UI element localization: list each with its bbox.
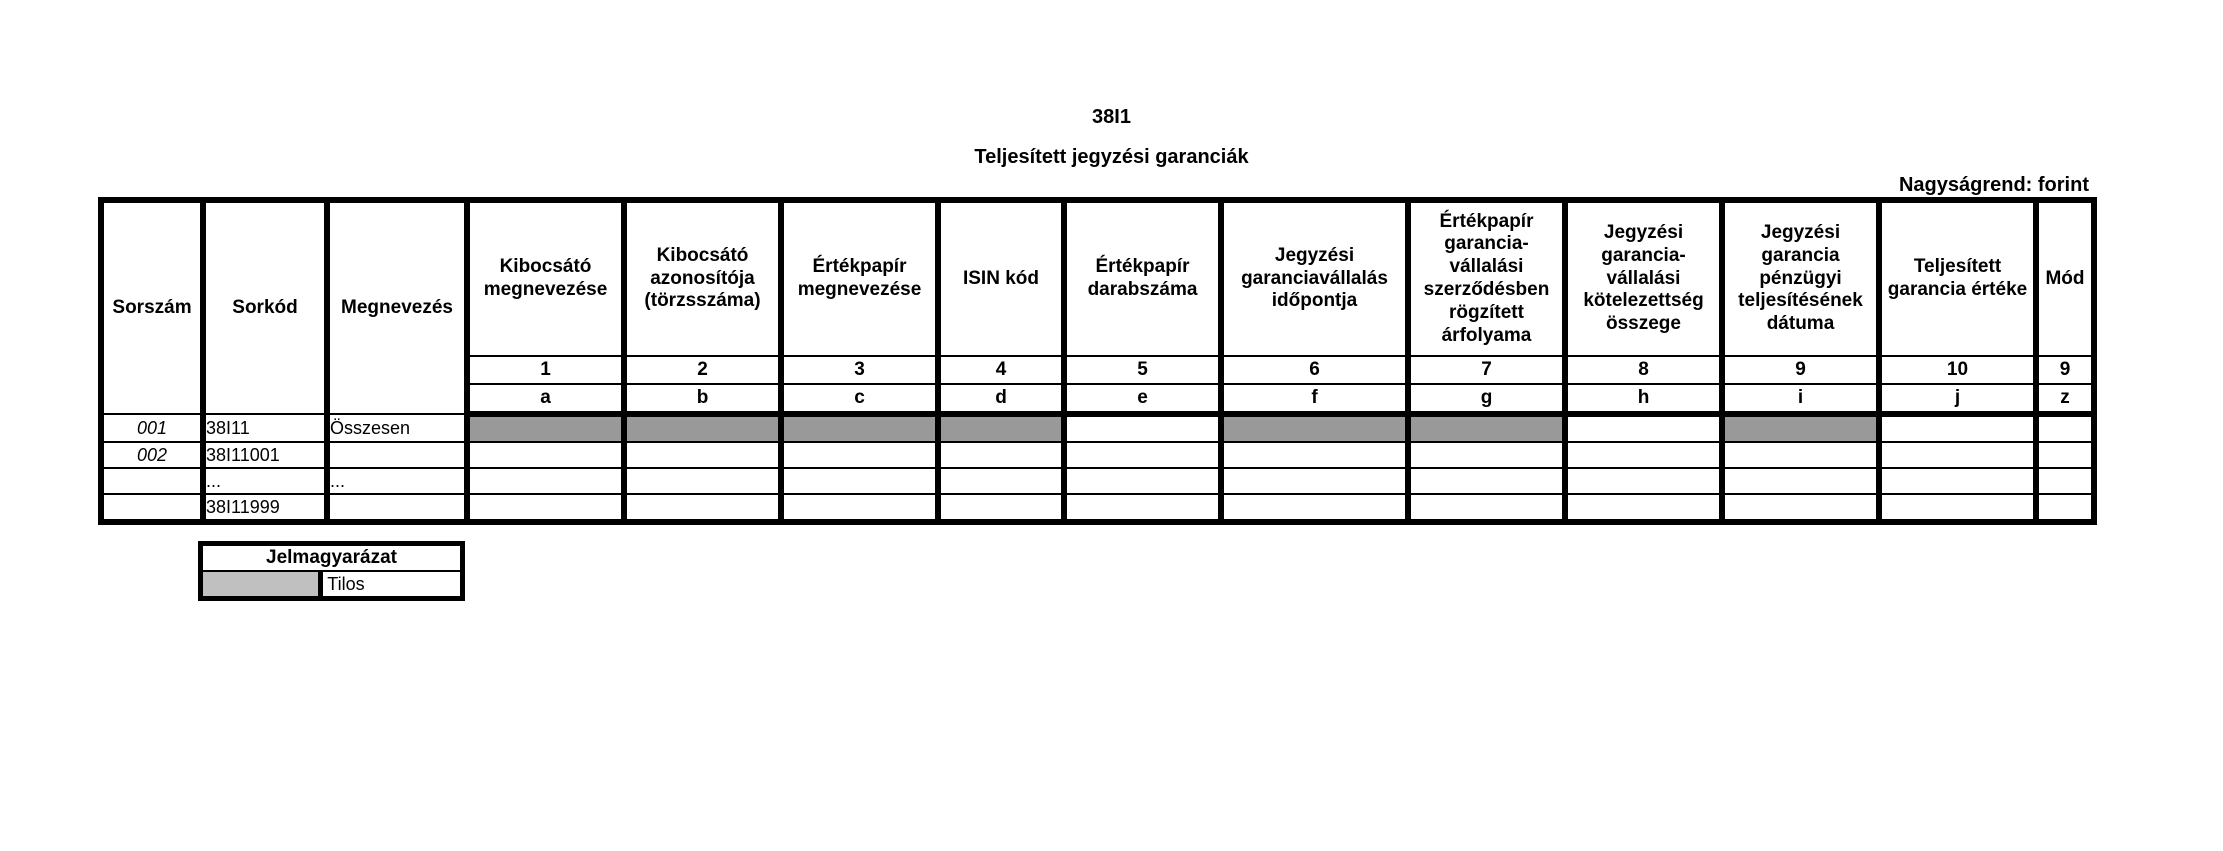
col-letter: b	[624, 384, 781, 414]
header-col-10: Teljesített garancia értéke	[1879, 200, 2036, 356]
cell-input[interactable]	[1221, 468, 1408, 494]
row-sorszam: 001	[101, 414, 203, 442]
col-letter: d	[938, 384, 1064, 414]
header-col-4: ISIN kód	[938, 200, 1064, 356]
cell-input[interactable]	[467, 442, 624, 468]
cell-input[interactable]	[1064, 494, 1221, 522]
cell-input[interactable]	[2036, 468, 2094, 494]
row-sorkod: 38I11001	[203, 442, 327, 468]
cell-input[interactable]	[467, 494, 624, 522]
cell-input[interactable]	[1408, 442, 1565, 468]
header-megnevezes: Megnevezés	[327, 200, 467, 414]
cell-input[interactable]	[1565, 494, 1722, 522]
cell-input[interactable]	[938, 468, 1064, 494]
cell-forbidden	[1408, 414, 1565, 442]
row-sorkod: ...	[203, 468, 327, 494]
cell-forbidden	[938, 414, 1064, 442]
cell-forbidden	[1722, 414, 1879, 442]
header-col-9: Jegyzési garancia pénzügyi teljesítésének dátuma	[1722, 200, 1879, 356]
col-number: 10	[1879, 356, 2036, 384]
cell-input[interactable]	[1565, 442, 1722, 468]
cell-input[interactable]	[1408, 494, 1565, 522]
cell-input[interactable]	[1064, 468, 1221, 494]
cell-input[interactable]	[467, 468, 624, 494]
header-sorszam: Sorszám	[101, 200, 203, 414]
cell-input[interactable]	[1722, 468, 1879, 494]
cell-input[interactable]	[1879, 414, 2036, 442]
col-letter: j	[1879, 384, 2036, 414]
cell-input[interactable]	[1565, 414, 1722, 442]
row-sorkod: 38I11999	[203, 494, 327, 522]
cell-input[interactable]	[1879, 494, 2036, 522]
cell-forbidden	[1221, 414, 1408, 442]
cell-input[interactable]	[2036, 494, 2094, 522]
cell-input[interactable]	[1064, 414, 1221, 442]
page-title: Teljesített jegyzési garanciák	[974, 146, 1249, 168]
header-col-mod: Mód	[2036, 200, 2094, 356]
cell-input[interactable]	[624, 468, 781, 494]
col-number: 3	[781, 356, 938, 384]
row-megnevezes: ...	[327, 468, 467, 494]
cell-input[interactable]	[624, 494, 781, 522]
col-number: 2	[624, 356, 781, 384]
row-sorkod: 38I11	[203, 414, 327, 442]
col-letter: h	[1565, 384, 1722, 414]
col-letter: i	[1722, 384, 1879, 414]
table-row	[101, 442, 2094, 468]
cell-input[interactable]	[1408, 468, 1565, 494]
row-megnevezes	[327, 442, 467, 468]
cell-input[interactable]	[1221, 494, 1408, 522]
table-row	[101, 494, 2094, 522]
col-number: 9	[2036, 356, 2094, 384]
table-row	[101, 414, 2094, 442]
cell-input[interactable]	[1879, 442, 2036, 468]
header-col-3: Értékpapír megnevezése	[781, 200, 938, 356]
cell-input[interactable]	[1722, 442, 1879, 468]
col-number: 5	[1064, 356, 1221, 384]
cell-input[interactable]	[1064, 442, 1221, 468]
row-sorszam: 002	[101, 442, 203, 468]
cell-input[interactable]	[781, 494, 938, 522]
col-number: 6	[1221, 356, 1408, 384]
header-sorkod: Sorkód	[203, 200, 327, 414]
cell-input[interactable]	[1221, 442, 1408, 468]
header-col-1: Kibocsátó megnevezése	[467, 200, 624, 356]
legend-table	[198, 541, 465, 601]
cell-forbidden	[624, 414, 781, 442]
cell-input[interactable]	[1565, 468, 1722, 494]
row-megnevezes	[327, 494, 467, 522]
row-sorszam	[101, 494, 203, 522]
header-col-8: Jegyzési garancia-vállalási kötelezettség összege	[1565, 200, 1722, 356]
cell-input[interactable]	[938, 442, 1064, 468]
header-col-2: Kibocsátó azonosítója (törzsszáma)	[624, 200, 781, 356]
col-letter: z	[2036, 384, 2094, 414]
legend-label: Tilos	[321, 571, 463, 599]
cell-forbidden	[781, 414, 938, 442]
col-number: 7	[1408, 356, 1565, 384]
col-number: 1	[467, 356, 624, 384]
cell-input[interactable]	[2036, 442, 2094, 468]
cell-input[interactable]	[938, 494, 1064, 522]
legend-swatch	[201, 571, 321, 599]
data-table	[98, 197, 2097, 525]
col-letter: c	[781, 384, 938, 414]
header-col-6: Jegyzési garanciavállalás időpontja	[1221, 200, 1408, 356]
col-letter: f	[1221, 384, 1408, 414]
row-megnevezes: Összesen	[327, 414, 467, 442]
col-letter: e	[1064, 384, 1221, 414]
cell-input[interactable]	[781, 468, 938, 494]
legend-title: Jelmagyarázat	[201, 544, 463, 572]
cell-forbidden	[467, 414, 624, 442]
row-sorszam	[101, 468, 203, 494]
header-col-7: Értékpapír garancia-vállalási szerződésben rögzített árfolyama	[1408, 200, 1565, 356]
cell-input[interactable]	[1879, 468, 2036, 494]
unit-label: Nagyságrend: forint	[1898, 174, 2089, 196]
cell-input[interactable]	[781, 442, 938, 468]
col-letter: g	[1408, 384, 1565, 414]
col-letter: a	[467, 384, 624, 414]
cell-input[interactable]	[624, 442, 781, 468]
col-number: 4	[938, 356, 1064, 384]
form-code: 38I1	[1092, 106, 1131, 128]
col-number: 8	[1565, 356, 1722, 384]
header-col-5: Értékpapír darabszáma	[1064, 200, 1221, 356]
col-number: 9	[1722, 356, 1879, 384]
cell-input[interactable]	[2036, 414, 2094, 442]
cell-input[interactable]	[1722, 494, 1879, 522]
table-row	[101, 468, 2094, 494]
